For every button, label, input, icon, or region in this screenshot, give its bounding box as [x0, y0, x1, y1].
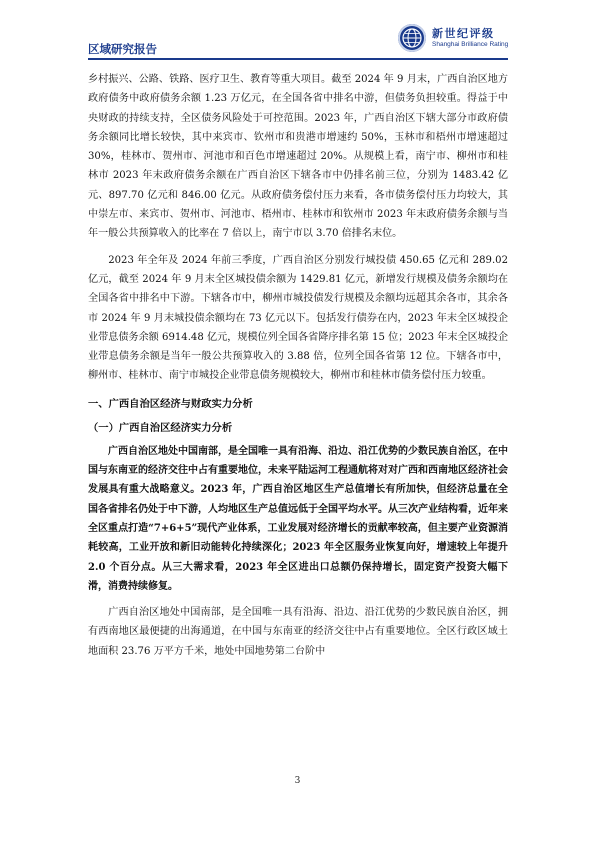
section-heading: 一、广西自治区经济与财政实力分析 — [88, 397, 253, 410]
subsection-heading: （一）广西自治区经济实力分析 — [88, 421, 233, 434]
header-divider — [88, 58, 508, 60]
summary-paragraph: 广西自治区地处中国南部，是全国唯一具有沿海、沿边、沿江优势的少数民族自治区，在中国与东南亚的经济交往中占有重要地位，未来平陆运河工程通航将对对广西和西南地区经济社会发展具有重大战略意义。2023 年，广西自治区地区生产总值增长有所加快，但经济总量在全国各省排名仍处于中下游，人均地区生产总值远低于全国平均水平。从三次产业结构看，近年来全区重点打造“7+6+5”现代产业体系，工业发展对经济增长的贡献率较高，但主要产业资源消耗较高，工业开放和新旧动能转化持续深化；2023 年全区服务业恢复向好，增速较上年提升 2.0 个百分点。从三大需求看，2023 年全区进出口总额仍保持增长，固定资产投资大幅下滑，消费持续修复。 — [88, 445, 508, 592]
body-paragraph: 2023 年全年及 2024 年前三季度，广西自治区分别发行城投债 450.65 亿元和 289.02 亿元，截至 2024 年 9 月末全区城投债余额为 1429.81 亿元，新增发行规模及债务余额均在全国各省中排名中下游。下辖各市中，柳州市城投债发行规模及余额均远超其余各市，其余各市 2024 年 9 月末城投债余额均在 73 亿元以下。包括发行债券在内，2023 年末全区城投企业带息债务余额 6914.48 亿元，规模位列全国各省降序排名第 15 位；2023 年末全区城投企业带息债务余额是当年一般公共预算收入的 3.88 倍，位列全国各省第 12 位。下辖各市中，柳州市、桂林市、南宁市城投企业带息债务规模较大，柳州市和桂林市债务偿付压力较重。 — [88, 254, 508, 382]
brand-logo — [398, 24, 510, 54]
body-paragraph: 乡村振兴、公路、铁路、医疗卫生、教育等重大项目。截至 2024 年 9 月末，广西自治区地方政府债务中政府债务余额 1.23 万亿元，在全国各省中排名中游，但债务负担较重。得益于中央财政的持续支持，全区债务风险处于可控范围。2023 年，广西自治区下辖大部分市政府债务余额同比增长较快，其中来宾市、钦州市和贵港市增速约 50%，玉林市和梧州市增速超过 30%，桂林市、贺州市、河池市和百色市增速超过 20%。从规模上看，南宁市、柳州市和桂林市 2023 年末政府债务余额在广西自治区下辖各市中仍排名前三位，分别为 1483.42 亿元、897.70 亿元和 846.00 亿元。从政府债务偿付压力来看，各市债务偿付压力均较大，其中崇左市、来宾市、贺州市、河池市、梧州市、桂林市和钦州市 2023 年末政府债务余额与当年一般公共预算收入的比率在 7 倍以上，南宁市以 3.70 倍排名末位。 — [88, 74, 508, 240]
logo-subtext: Shanghai Brilliance Rating — [432, 41, 509, 48]
page-body — [88, 70, 508, 661]
body-paragraph: 广西自治区地处中国南部，是全国唯一具有沿海、沿边、沿江优势的少数民族自治区，拥有西南地区最便捷的出海通道，在中国与东南亚的经济交往中占有重要地位。全区行政区域土地面积 23.76 万平方千米，地处中国地势第二台阶中 — [88, 607, 508, 657]
report-title: 区域研究报告 — [88, 42, 157, 56]
globe-icon — [398, 24, 426, 52]
logo-text: 新世纪评级 — [432, 27, 495, 40]
page-number: 3 — [294, 776, 301, 786]
page-header — [0, 0, 595, 60]
